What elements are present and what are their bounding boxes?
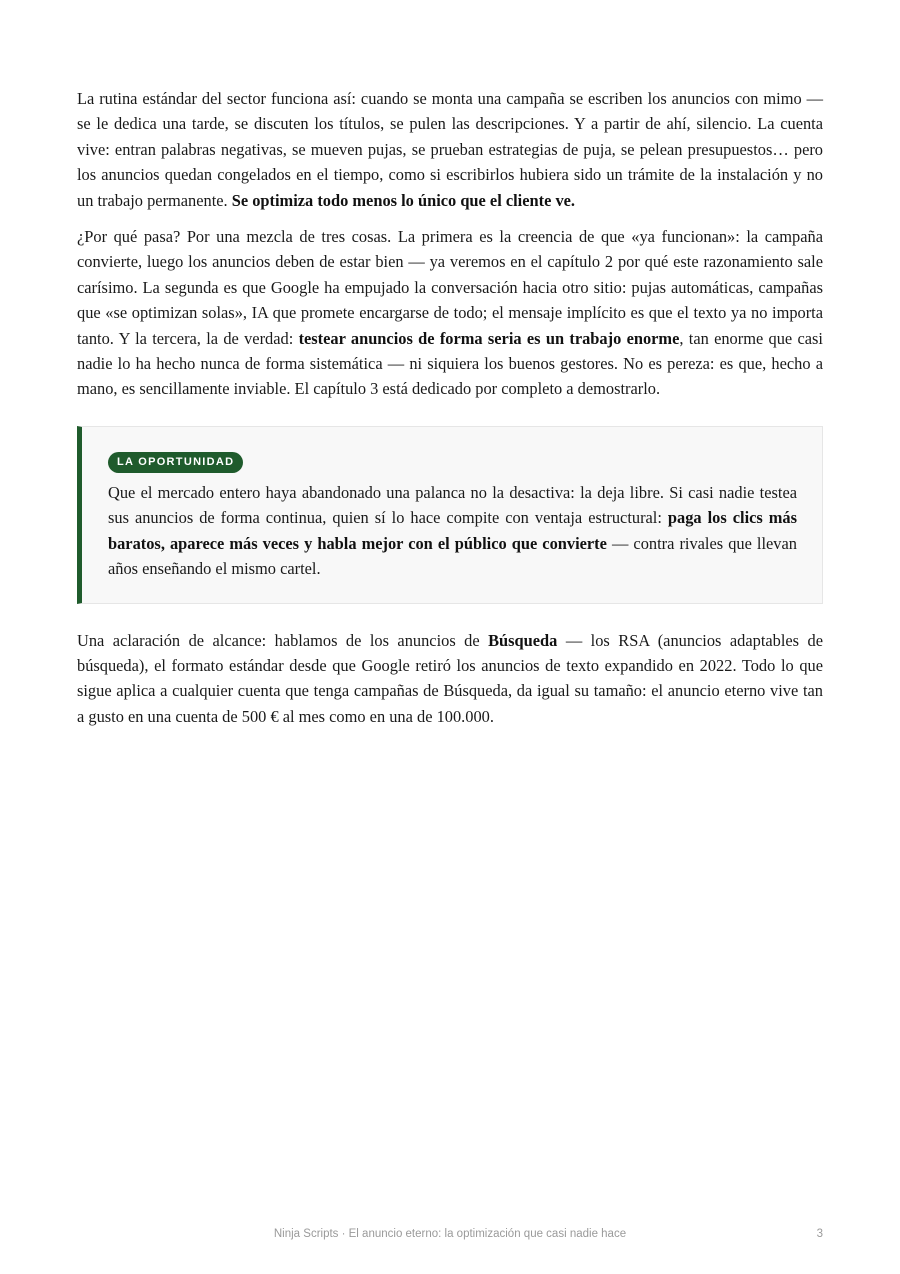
paragraph-emphasis: Se optimiza todo menos lo único que el cliente ve. xyxy=(231,190,576,210)
page-content xyxy=(77,86,823,740)
callout-badge: LA OPORTUNIDAD xyxy=(108,452,243,473)
callout-emphasis: paga los clics más baratos, aparece más veces y habla mejor con el público que convierte xyxy=(108,508,797,553)
callout-text-segment: Que el mercado entero haya abandonado una palanca no la desactiva: la deja libre. Si casi nadie testea sus anuncios de forma continua, quien sí lo hace compite con ventaja estructural: xyxy=(108,482,797,528)
paragraph-emphasis: testear anuncios de forma seria es un trabajo enorme xyxy=(298,328,680,348)
paragraph-rutina xyxy=(77,86,823,213)
paragraph-text: ¿Por qué pasa? Por una mezcla de tres cosas. La primera es la creencia de que «ya funcionan»: la campaña convierte, luego los anuncios deben de estar bien — ya veremos en el capítulo 2 por qué este razonamiento sale carísimo. La segunda es que Google ha empujado la conversación hacia otro sitio: pujas automáticas, campañas que «se optimizan solas», IA que promete encargarse de todo; el mensaje implícito es que el texto ya no importa tanto. Y la tercera, la de verdad: xyxy=(77,227,823,348)
paragraph-text: , tan enorme que casi nadie lo ha hecho nunca de forma sistemática — ni siquiera los buenos gestores. No es pereza: es que, hecho a mano, es sencillamente inviable. El capítulo 3 está dedicado por completo a demostrarlo. xyxy=(77,328,823,399)
footer-title: Ninja Scripts · El anuncio eterno: la optimización que casi nadie hace xyxy=(273,1228,627,1240)
paragraph-text: La rutina estándar del sector funciona así: cuando se monta una campaña se escriben los anuncios con mimo — se le dedica una tarde, se discuten los títulos, se pulen las descripciones. Y a partir de ahí, silencio. La cuenta vive: entran palabras negativas, se mueven pujas, se prueban estrategias de puja, se pelean presupuestos… pero los anuncios quedan congelados en el tiempo, como si escribirlos hubiera sido un trámite de la instalación y no un trabajo permanente. xyxy=(77,89,823,210)
opportunity-callout xyxy=(77,426,823,604)
callout-text-segment: — contra rivales que llevan años enseñando el mismo cartel. xyxy=(108,533,797,579)
paragraph-emphasis: Búsqueda xyxy=(488,630,558,650)
page-number: 3 xyxy=(816,1228,823,1240)
paragraph-por-que xyxy=(77,224,823,402)
paragraph-text: — los RSA (anuncios adaptables de búsqueda), el formato estándar desde que Google retiró los anuncios de texto expandido en 2022. Todo lo que sigue aplica a cualquier cuenta que tenga campañas de Búsqueda, da igual su tamaño: el anuncio eterno vive tan a gusto en una cuenta de 500 € al mes como en una de 100.000. xyxy=(77,630,823,726)
callout-text xyxy=(108,480,797,582)
paragraph-alcance xyxy=(77,628,823,730)
paragraph-text: Una aclaración de alcance: hablamos de los anuncios de xyxy=(77,630,489,650)
